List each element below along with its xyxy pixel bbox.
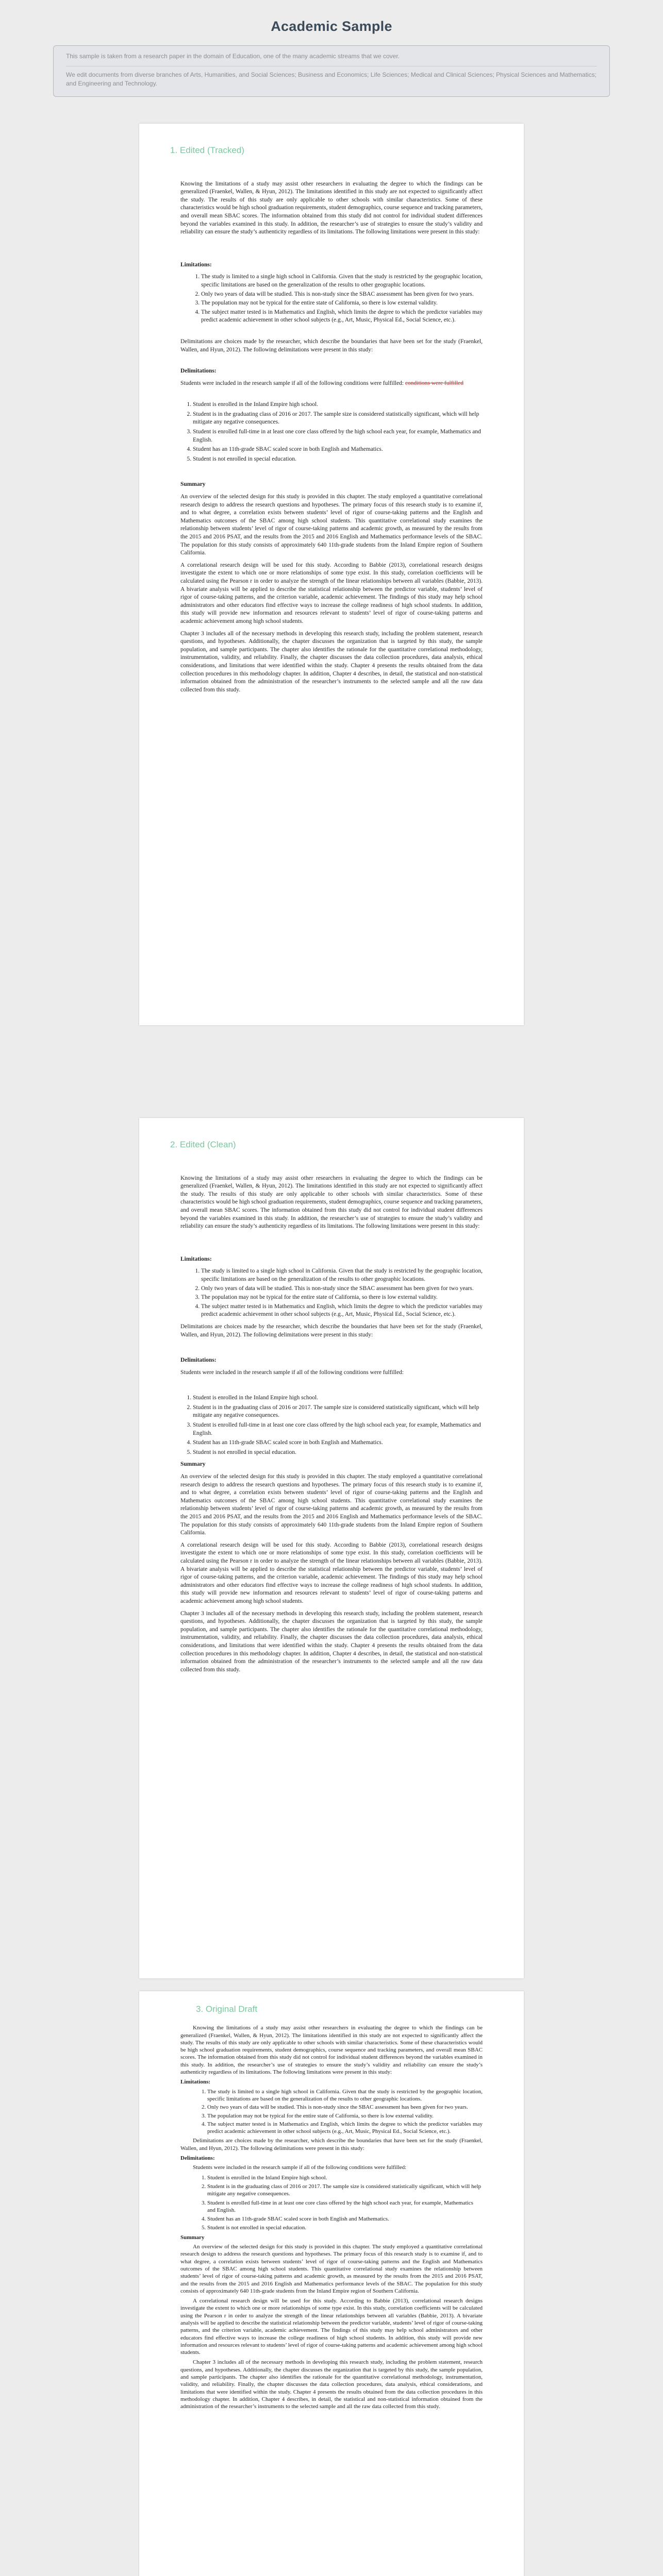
original-section-title: 3. Original Draft <box>196 2004 258 2014</box>
tracked-section-title: 1. Edited (Tracked) <box>170 145 244 155</box>
tracked-deletion: conditions were fulfilled <box>405 380 463 386</box>
original-draft-page <box>139 1991 524 2576</box>
list-item: 4. The subject matter tested is in Mathematics and English, which limits the degree to which the predictor variables may predict academic achievement in other school subjects (e.g., Art, Music, Physical Ed., Social Science, etc.). <box>207 2121 483 2136</box>
original-limitations-heading: Limitations: <box>180 2079 211 2086</box>
list-item: 3. The population may not be typical for the entire state of California, so there is low external validity. <box>201 1294 483 1302</box>
list-item: 1. The study is limited to a single high school in California. Given that the study is restricted by the geographic location, specific limitations are based on the generalization of the results to other geographic locations. <box>201 1267 483 1283</box>
list-item: 5. Student is not enrolled in special education. <box>193 1449 483 1457</box>
list-item: 2. Student is in the graduating class of 2016 or 2017. The sample size is considered statistically significant, which will help mitigate any negative consequences. <box>193 411 483 427</box>
original-limitations-list <box>180 2088 483 2136</box>
tracked-summary-paragraph-1: An overview of the selected design for this study is provided in this chapter. The study employed a quantitative correlational research design to address the research questions and hypotheses. The primary focus of this research study is to examine if, and to what degree, a correlation exists between students’ level of rigor of course-taking patterns and the English and Mathematics outcomes of the SBAC among high school students. This quantitative correlational study examines the relationship between students’ level of rigor of course-taking patterns and academic growth, as measured by the results from the 2015 and 2016 PSAT, and the results from the 2015 and 2016 English and Mathematics performance levels of the SBAC. The population for this study consists of approximately 640 11th-grade students from the Inland Empire region of Southern California. <box>180 494 483 556</box>
clean-limitations-heading: Limitations: <box>180 1256 212 1262</box>
sample-notice <box>53 45 610 97</box>
tracked-limitations-list <box>180 273 483 325</box>
list-item: 4. Student has an 11th-grade SBAC scaled score in both English and Mathematics. <box>193 446 483 454</box>
list-item: 3. The population may not be typical for the entire state of California, so there is low external validity. <box>201 299 483 308</box>
original-delimitations-lead: Students were included in the research sample if all of the following conditions were fulfilled: <box>193 2164 407 2171</box>
list-item: 4. Student has an 11th-grade SBAC scaled score in both English and Mathematics. <box>193 1439 483 1447</box>
list-item: 2. Only two years of data will be studied. This is non-study since the SBAC assessment has been given for two years. <box>207 2104 483 2111</box>
tracked-delimitations-heading: Delimitations: <box>180 368 217 375</box>
delim-lead-text: Students were included in the research sample if all of the following conditions were fulfilled: <box>180 380 404 386</box>
clean-summary-paragraph-3: Chapter 3 includes all of the necessary methods in developing this research study, including the problem statement, research questions, and hypotheses. Additionally, the chapter discusses the organization that is targeted by this study, the sample population, and sample participants. The chapter also identifies the rationale for the quantitative correlational methodology, instrumentation, validity, and reliability. Finally, the chapter discusses the data collection procedures, data analysis, ethical considerations, and limitations that were identified within the study. Chapter 4 presents the results obtained from the data collection procedures in this methodology chapter. In addition, Chapter 4 describes, in detail, the statistical and non-statistical information obtained from the administration of the researcher’s instruments to the selected sample and all the raw data collected from this study. <box>180 1610 483 1673</box>
original-summary-heading: Summary <box>180 2234 205 2241</box>
original-intro-paragraph: Knowing the limitations of a study may assist other researchers in evaluating the degree to which the findings can be generalized (Fraenkel, Wallen, & Hyun, 2012). The limitations identified in this study are not expected to significantly affect the study. The results of this study are only applicable to other schools with similar characteristics. Some of these characteristics would be high school graduation requirements, student demographics, course sequence and tracking parameters, and overall mean SBAC scores. The information obtained from this study did not control for individual student differences beyond the variables examined in this study. In addition, the researcher’s use of strategies to ensure the study’s validity and reliability can ensure the study’s authenticity regardless of its limitations. The following limitations were present in this study: <box>180 2025 483 2076</box>
tracked-summary-paragraph-2: A correlational research design will be used for this study. According to Babbie (2013), correlational research designs investigate the extent to which one or more relationships of some type exist. In this study, correlation coefficients will be calculated using the Pearson r in order to analyze the strength of the linear relationships between all variables (Babbie, 2013). A bivariate analysis will be applied to describe the statistical relationship between the predictor variable, students’ level of rigor of course-taking patterns, and the criterion variable, academic achievement. The findings of this study may help school administrators and other educators find effective ways to increase the college readiness of high school students. In addition, this study will provide new information and resources relevant to students’ level of rigor of course-taking patterns and academic achievement among high school students. <box>180 562 483 624</box>
list-item: 4. The subject matter tested is in Mathematics and English, which limits the degree to which the predictor variables may predict academic achievement in other school subjects (e.g., Art, Music, Physical Ed., Social Science, etc.). <box>201 309 483 325</box>
tracked-intro-paragraph: Knowing the limitations of a study may assist other researchers in evaluating the degree to which the findings can be generalized (Fraenkel, Wallen, & Hyun, 2012). The limitations identified in this study are not expected to significantly affect the study. The results of this study are only applicable to other schools with similar characteristics. Some of these characteristics would be high school graduation requirements, student demographics, course sequence and tracking parameters, and overall mean SBAC scores. The information obtained from this study did not control for individual student differences beyond the variables examined in this study. In addition, the researcher’s use of strategies to ensure the study’s validity and reliability can ensure the study’s authenticity regardless of its limitations. The following limitations were present in this study: <box>180 180 483 235</box>
clean-summary-paragraph-2: A correlational research design will be used for this study. According to Babbie (2013), correlational research designs investigate the extent to which one or more relationships of some type exist. In this study, correlation coefficients will be calculated using the Pearson r in order to analyze the strength of the linear relationships between all variables (Babbie, 2013). A bivariate analysis will be applied to describe the statistical relationship between the predictor variable, students’ level of rigor of course-taking patterns, and the criterion variable, academic achievement. The findings of this study may help school administrators and other educators find effective ways to increase the college readiness of high school students. In addition, this study will provide new information and resources relevant to students’ level of rigor of course-taking patterns and academic achievement among high school students. <box>180 1541 483 1604</box>
clean-limitations-list <box>180 1267 483 1319</box>
original-delimitations-heading: Delimitations: <box>180 2155 215 2162</box>
page-title: Academic Sample <box>271 19 392 34</box>
list-item: 1. The study is limited to a single high school in California. Given that the study is restricted by the geographic location, specific limitations are based on the generalization of the results to other geographic locations. <box>207 2088 483 2103</box>
list-item: 5. Student is not enrolled in special education. <box>207 2224 483 2231</box>
list-item: 5. Student is not enrolled in special education. <box>193 455 483 464</box>
clean-section-title: 2. Edited (Clean) <box>170 1140 236 1149</box>
clean-summary-paragraph-1: An overview of the selected design for this study is provided in this chapter. The study employed a quantitative correlational research design to address the research questions and hypotheses. The primary focus of this research study is to examine if, and to what degree, a correlation exists between students’ level of rigor of course-taking patterns and the English and Mathematics outcomes of the SBAC among high school students. This quantitative correlational study examines the relationship between students’ level of rigor of course-taking patterns and academic growth, as measured by the results from the 2015 and 2016 PSAT, and the results from the 2015 and 2016 English and Mathematics performance levels of the SBAC. The population for this study consists of approximately 640 11th-grade students from the Inland Empire region of Southern California. <box>180 1473 483 1536</box>
notice-line-2: We edit documents from diverse branches of Arts, Humanities, and Social Sciences; Business and Economics; Life Sciences; Medical and Clinical Sciences; Physical Sciences and Mathematics; and Engineering and Technology. <box>66 71 596 87</box>
tracked-delimitations-list <box>180 401 483 463</box>
list-item: 1. Student is enrolled in the Inland Empire high school. <box>193 1394 483 1402</box>
list-item: 1. Student is enrolled in the Inland Empire high school. <box>207 2174 483 2181</box>
tracked-edit-page <box>139 124 524 1025</box>
clean-delimitations-list <box>180 1394 483 1456</box>
list-item: 2. Only two years of data will be studied. This is non-study since the SBAC assessment has been given for two years. <box>201 291 483 299</box>
list-item: 4. The subject matter tested is in Mathematics and English, which limits the degree to which the predictor variables may predict academic achievement in other school subjects (e.g., Art, Music, Physical Ed., Social Science, etc.). <box>201 1303 483 1319</box>
tracked-delimitations-intro: Delimitations are choices made by the researcher, which describe the boundaries that have been set for the study (Fraenkel, Wallen, and Hyun, 2012). The following delimitations were present in this study: <box>180 338 483 353</box>
list-item: 2. Only two years of data will be studied. This is non-study since the SBAC assessment has been given for two years. <box>201 1285 483 1293</box>
clean-intro-paragraph: Knowing the limitations of a study may assist other researchers in evaluating the degree to which the findings can be generalized (Fraenkel, Wallen, & Hyun, 2012). The limitations identified in this study are not expected to significantly affect the study. The results of this study are only applicable to other schools with similar characteristics. Some of these characteristics would be high school graduation requirements, student demographics, course sequence and tracking parameters, and overall mean SBAC scores. The information obtained from this study did not control for individual student differences beyond the variables examined in this study. In addition, the researcher’s use of strategies to ensure the study’s validity and reliability can ensure the study’s authenticity regardless of its limitations. The following limitations were present in this study: <box>180 1175 483 1230</box>
list-item: 1. Student is enrolled in the Inland Empire high school. <box>193 401 483 409</box>
tracked-delimitations-lead <box>180 380 483 388</box>
original-summary-paragraph-3: Chapter 3 includes all of the necessary methods in developing this research study, including the problem statement, research questions, and hypotheses. Additionally, the chapter discusses the organization that is targeted by this study, the sample population, and sample participants. The chapter also identifies the rationale for the quantitative correlational methodology, instrumentation, validity, and reliability. Finally, the chapter discusses the data collection procedures, data analysis, ethical considerations, and limitations that were identified within the study. Chapter 4 presents the results obtained from the data collection procedures in this methodology chapter. In addition, Chapter 4 describes, in detail, the statistical and non-statistical information obtained from the administration of the researcher’s instruments to the selected sample and all the raw data collected from this study. <box>180 2359 483 2410</box>
original-delimitations-intro: Delimitations are choices made by the researcher, which describe the boundaries that have been set for the study (Fraenkel, Wallen, and Hyun, 2012). The following delimitations were present in this study: <box>180 2138 483 2151</box>
clean-summary-heading: Summary <box>180 1461 206 1468</box>
clean-edit-page <box>139 1118 524 1978</box>
list-item: 2. Student is in the graduating class of 2016 or 2017. The sample size is considered statistically significant, which will help mitigate any negative consequences. <box>193 1404 483 1420</box>
list-item: 1. The study is limited to a single high school in California. Given that the study is restricted by the geographic location, specific limitations are based on the generalization of the results to other geographic locations. <box>201 273 483 289</box>
list-item: 3. Student is enrolled full-time in at least one core class offered by the high school each year, for example, Mathematics and English. <box>207 2199 483 2214</box>
tracked-limitations-heading: Limitations: <box>180 261 212 268</box>
clean-delimitations-heading: Delimitations: <box>180 1357 217 1364</box>
clean-delimitations-intro: Delimitations are choices made by the researcher, which describe the boundaries that have been set for the study (Fraenkel, Wallen, and Hyun, 2012). The following delimitations were present in this study: <box>180 1323 483 1338</box>
list-item: 2. Student is in the graduating class of 2016 or 2017. The sample size is considered statistically significant, which will help mitigate any negative consequences. <box>207 2183 483 2198</box>
list-item: 4. Student has an 11th-grade SBAC scaled score in both English and Mathematics. <box>207 2215 483 2223</box>
list-item: 3. Student is enrolled full-time in at least one core class offered by the high school each year, for example, Mathematics and English. <box>193 428 483 444</box>
list-item: 3. Student is enrolled full-time in at least one core class offered by the high school each year, for example, Mathematics and English. <box>193 1421 483 1437</box>
notice-line-1: This sample is taken from a research paper in the domain of Education, one of the many academic streams that we cover. <box>66 53 400 60</box>
clean-delimitations-lead: Students were included in the research sample if all of the following conditions were fulfilled: <box>180 1369 404 1376</box>
original-summary-paragraph-1: An overview of the selected design for this study is provided in this chapter. The study employed a quantitative correlational research design to address the research questions and hypotheses. The primary focus of this research study is to examine if, and to what degree, a correlation exists between students’ level of rigor of course-taking patterns and the English and Mathematics outcomes of the SBAC among high school students. This quantitative correlational study examines the relationship between students’ level of rigor of course-taking patterns and academic growth, as measured by the results from the 2015 and 2016 PSAT, and the results from the 2015 and 2016 English and Mathematics performance levels of the SBAC. The population for this study consists of approximately 640 11th-grade students from the Inland Empire region of Southern California. <box>180 2244 483 2294</box>
tracked-summary-paragraph-3: Chapter 3 includes all of the necessary methods in developing this research study, including the problem statement, research questions, and hypotheses. Additionally, the chapter discusses the organization that is targeted by this study, the sample population, and sample participants. The chapter also identifies the rationale for the quantitative correlational methodology, instrumentation, validity, and reliability. Finally, the chapter discusses the data collection procedures, data analysis, ethical considerations, and limitations that were identified within the study. Chapter 4 presents the results obtained from the data collection procedures in this methodology chapter. In addition, Chapter 4 describes, in detail, the statistical and non-statistical information obtained from the administration of the researcher’s instruments to the selected sample and all the raw data collected from this study. <box>180 630 483 693</box>
original-summary-paragraph-2: A correlational research design will be used for this study. According to Babbie (2013), correlational research designs investigate the extent to which one or more relationships of some type exist. In this study, correlation coefficients will be calculated using the Pearson r in order to analyze the strength of the linear relationships between all variables (Babbie, 2013). A bivariate analysis will be applied to describe the statistical relationship between the predictor variable, students’ level of rigor of course-taking patterns, and the criterion variable, academic achievement. The findings of this study may help school administrators and other educators find effective ways to increase the college readiness of high school students. In addition, this study will provide new information and resources relevant to students’ level of rigor of course-taking patterns and academic achievement among high school students. <box>180 2298 483 2356</box>
tracked-summary-heading: Summary <box>180 481 206 488</box>
list-item: 3. The population may not be typical for the entire state of California, so there is low external validity. <box>207 2112 483 2120</box>
original-delimitations-list <box>180 2174 483 2232</box>
